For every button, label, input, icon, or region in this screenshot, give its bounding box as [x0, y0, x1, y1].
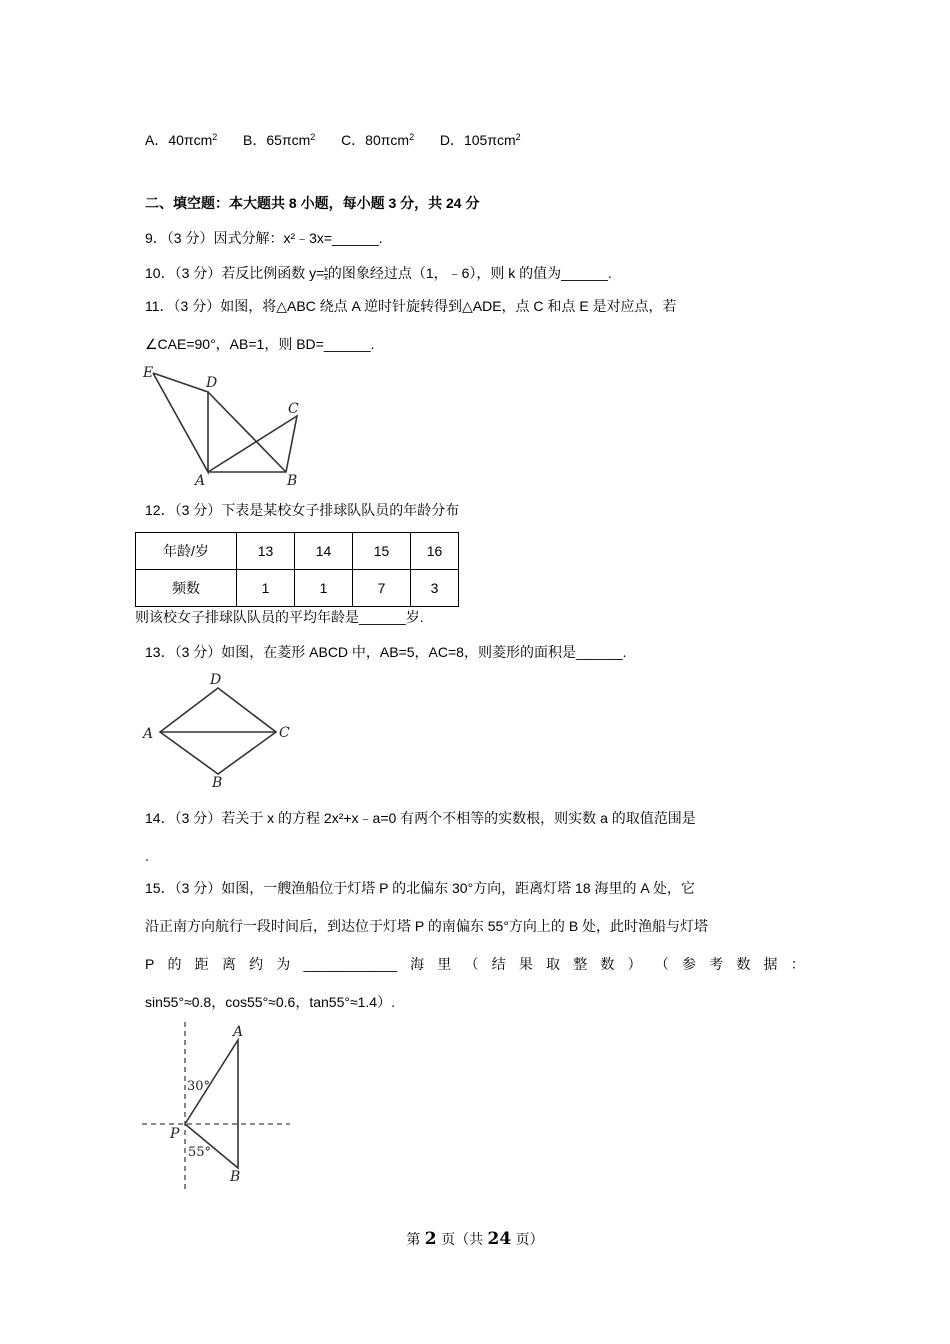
justified-char: 约 — [249, 956, 264, 972]
label-e: E — [143, 365, 154, 381]
question-15-line4: sin55°≈0.8，cos55°≈0.6，tan55°≈1.4）. — [145, 994, 395, 1010]
justified-char: 数 — [600, 956, 615, 972]
option-a: A．40πcm$^2$ — [145, 132, 218, 148]
question-11-line1: 11．（3 分）如图，将△ABC 绕点 A 逆时针旋转得到△ADE，点 C 和点 E 是对应点，若 — [145, 298, 677, 314]
table-header-cell: 年龄/岁 — [136, 533, 237, 570]
table-cell: 16 — [411, 533, 459, 570]
table-cell: 7 — [353, 570, 411, 607]
justified-char: 为 — [276, 956, 291, 972]
question-14-line2: . — [145, 848, 149, 864]
label-a: A — [143, 726, 154, 742]
age-table — [135, 532, 459, 607]
justified-char: 整 — [573, 956, 588, 972]
justified-char: 结 — [491, 956, 506, 972]
figure-rotation — [140, 360, 320, 490]
justified-char: 考 — [709, 956, 724, 972]
option-d: D．105πcm$^2$ — [439, 132, 521, 148]
table-cell: 1 — [237, 570, 295, 607]
table-cell: 1 — [295, 570, 353, 607]
label-b: B — [230, 1169, 241, 1185]
label-c: C — [279, 725, 290, 741]
justified-char: 海 — [410, 956, 425, 972]
segment-db — [208, 392, 286, 472]
section-heading: 二、填空题：本大题共 8 小题，每小题 3 分，共 24 分 — [145, 195, 480, 211]
angle-55-label: 55° — [188, 1145, 212, 1160]
justified-char: （ — [654, 956, 669, 972]
justified-char: 数 — [736, 956, 751, 972]
question-13: 13．（3 分）如图，在菱形 ABCD 中，AB=5，AC=8，则菱形的面积是______. — [145, 644, 627, 660]
rhombus-abcd — [160, 688, 276, 774]
label-b: B — [212, 775, 223, 791]
option-b: B．65πcm$^2$ — [243, 132, 316, 148]
label-c: C — [288, 401, 299, 417]
justified-char: ） — [627, 956, 642, 972]
label-d: D — [210, 672, 222, 688]
label-p: P — [170, 1126, 180, 1142]
question-11-line2: ∠CAE=90°，AB=1，则 BD=______. — [145, 336, 375, 352]
justified-char: ____________ — [303, 956, 397, 972]
justified-char: P — [145, 956, 155, 972]
question-15-line3 — [145, 954, 805, 974]
table-header-cell: 频数 — [136, 570, 237, 607]
label-d: D — [206, 375, 218, 391]
figure-rhombus — [140, 668, 300, 793]
justified-char: 参 — [681, 956, 696, 972]
table-cell: 13 — [237, 533, 295, 570]
page-number: 2 — [424, 1229, 437, 1249]
q8-options — [145, 127, 521, 150]
table-row — [136, 533, 459, 570]
justified-char: 里 — [437, 956, 452, 972]
question-10: 10．（3 分）若反比例函数 y= $\frac{k}{x}$ 的图象经过点（1，﹣6），则 k 的值为______. — [145, 265, 612, 282]
question-12: 12．（3 分）下表是某校女子排球队队员的年龄分布 — [145, 502, 460, 518]
angle-30-label: 30° — [187, 1079, 211, 1094]
question-12-after: 则该校女子排球队队员的平均年龄是______岁. — [135, 609, 424, 625]
question-14-line1: 14．（3 分）若关于 x 的方程 2x²+x﹣a=0 有两个不相等的实数根，则实数 a 的取值范围是 — [145, 810, 696, 826]
justified-char: （ — [464, 956, 479, 972]
option-c: C．80πcm$^2$ — [341, 132, 415, 148]
justified-char: 取 — [546, 956, 561, 972]
figure-lighthouse — [140, 1020, 300, 1195]
justified-char: 的 — [167, 956, 182, 972]
justified-char: 果 — [518, 956, 533, 972]
total-pages: 24 — [487, 1229, 512, 1249]
justified-char: ： — [790, 956, 805, 972]
question-15-line1: 15．（3 分）如图，一艘渔船位于灯塔 P 的北偏东 30°方向，距离灯塔 18 海里的 A 处，它 — [145, 880, 695, 896]
fraction-k-over-x: $\frac{k}{x}$ — [324, 266, 328, 282]
triangle-ade — [153, 373, 208, 472]
label-a: A — [195, 473, 206, 489]
table-row — [136, 570, 459, 607]
justified-char: 距 — [194, 956, 209, 972]
question-15-line2: 沿正南方向航行一段时间后，到达位于灯塔 P 的南偏东 55°方向上的 B 处，此时渔船与灯塔 — [145, 918, 709, 934]
table-cell: 3 — [411, 570, 459, 607]
table-cell: 14 — [295, 533, 353, 570]
question-9: 9．（3 分）因式分解：x²﹣3x=______. — [145, 230, 383, 246]
triangle-abc — [208, 416, 297, 472]
label-b: B — [287, 473, 298, 489]
table-cell: 15 — [353, 533, 411, 570]
justified-char: 据 — [763, 956, 778, 972]
label-a: A — [233, 1024, 244, 1040]
justified-char: 离 — [221, 956, 236, 972]
page-footer: 第 2 页（共 24 页） — [406, 1229, 544, 1249]
